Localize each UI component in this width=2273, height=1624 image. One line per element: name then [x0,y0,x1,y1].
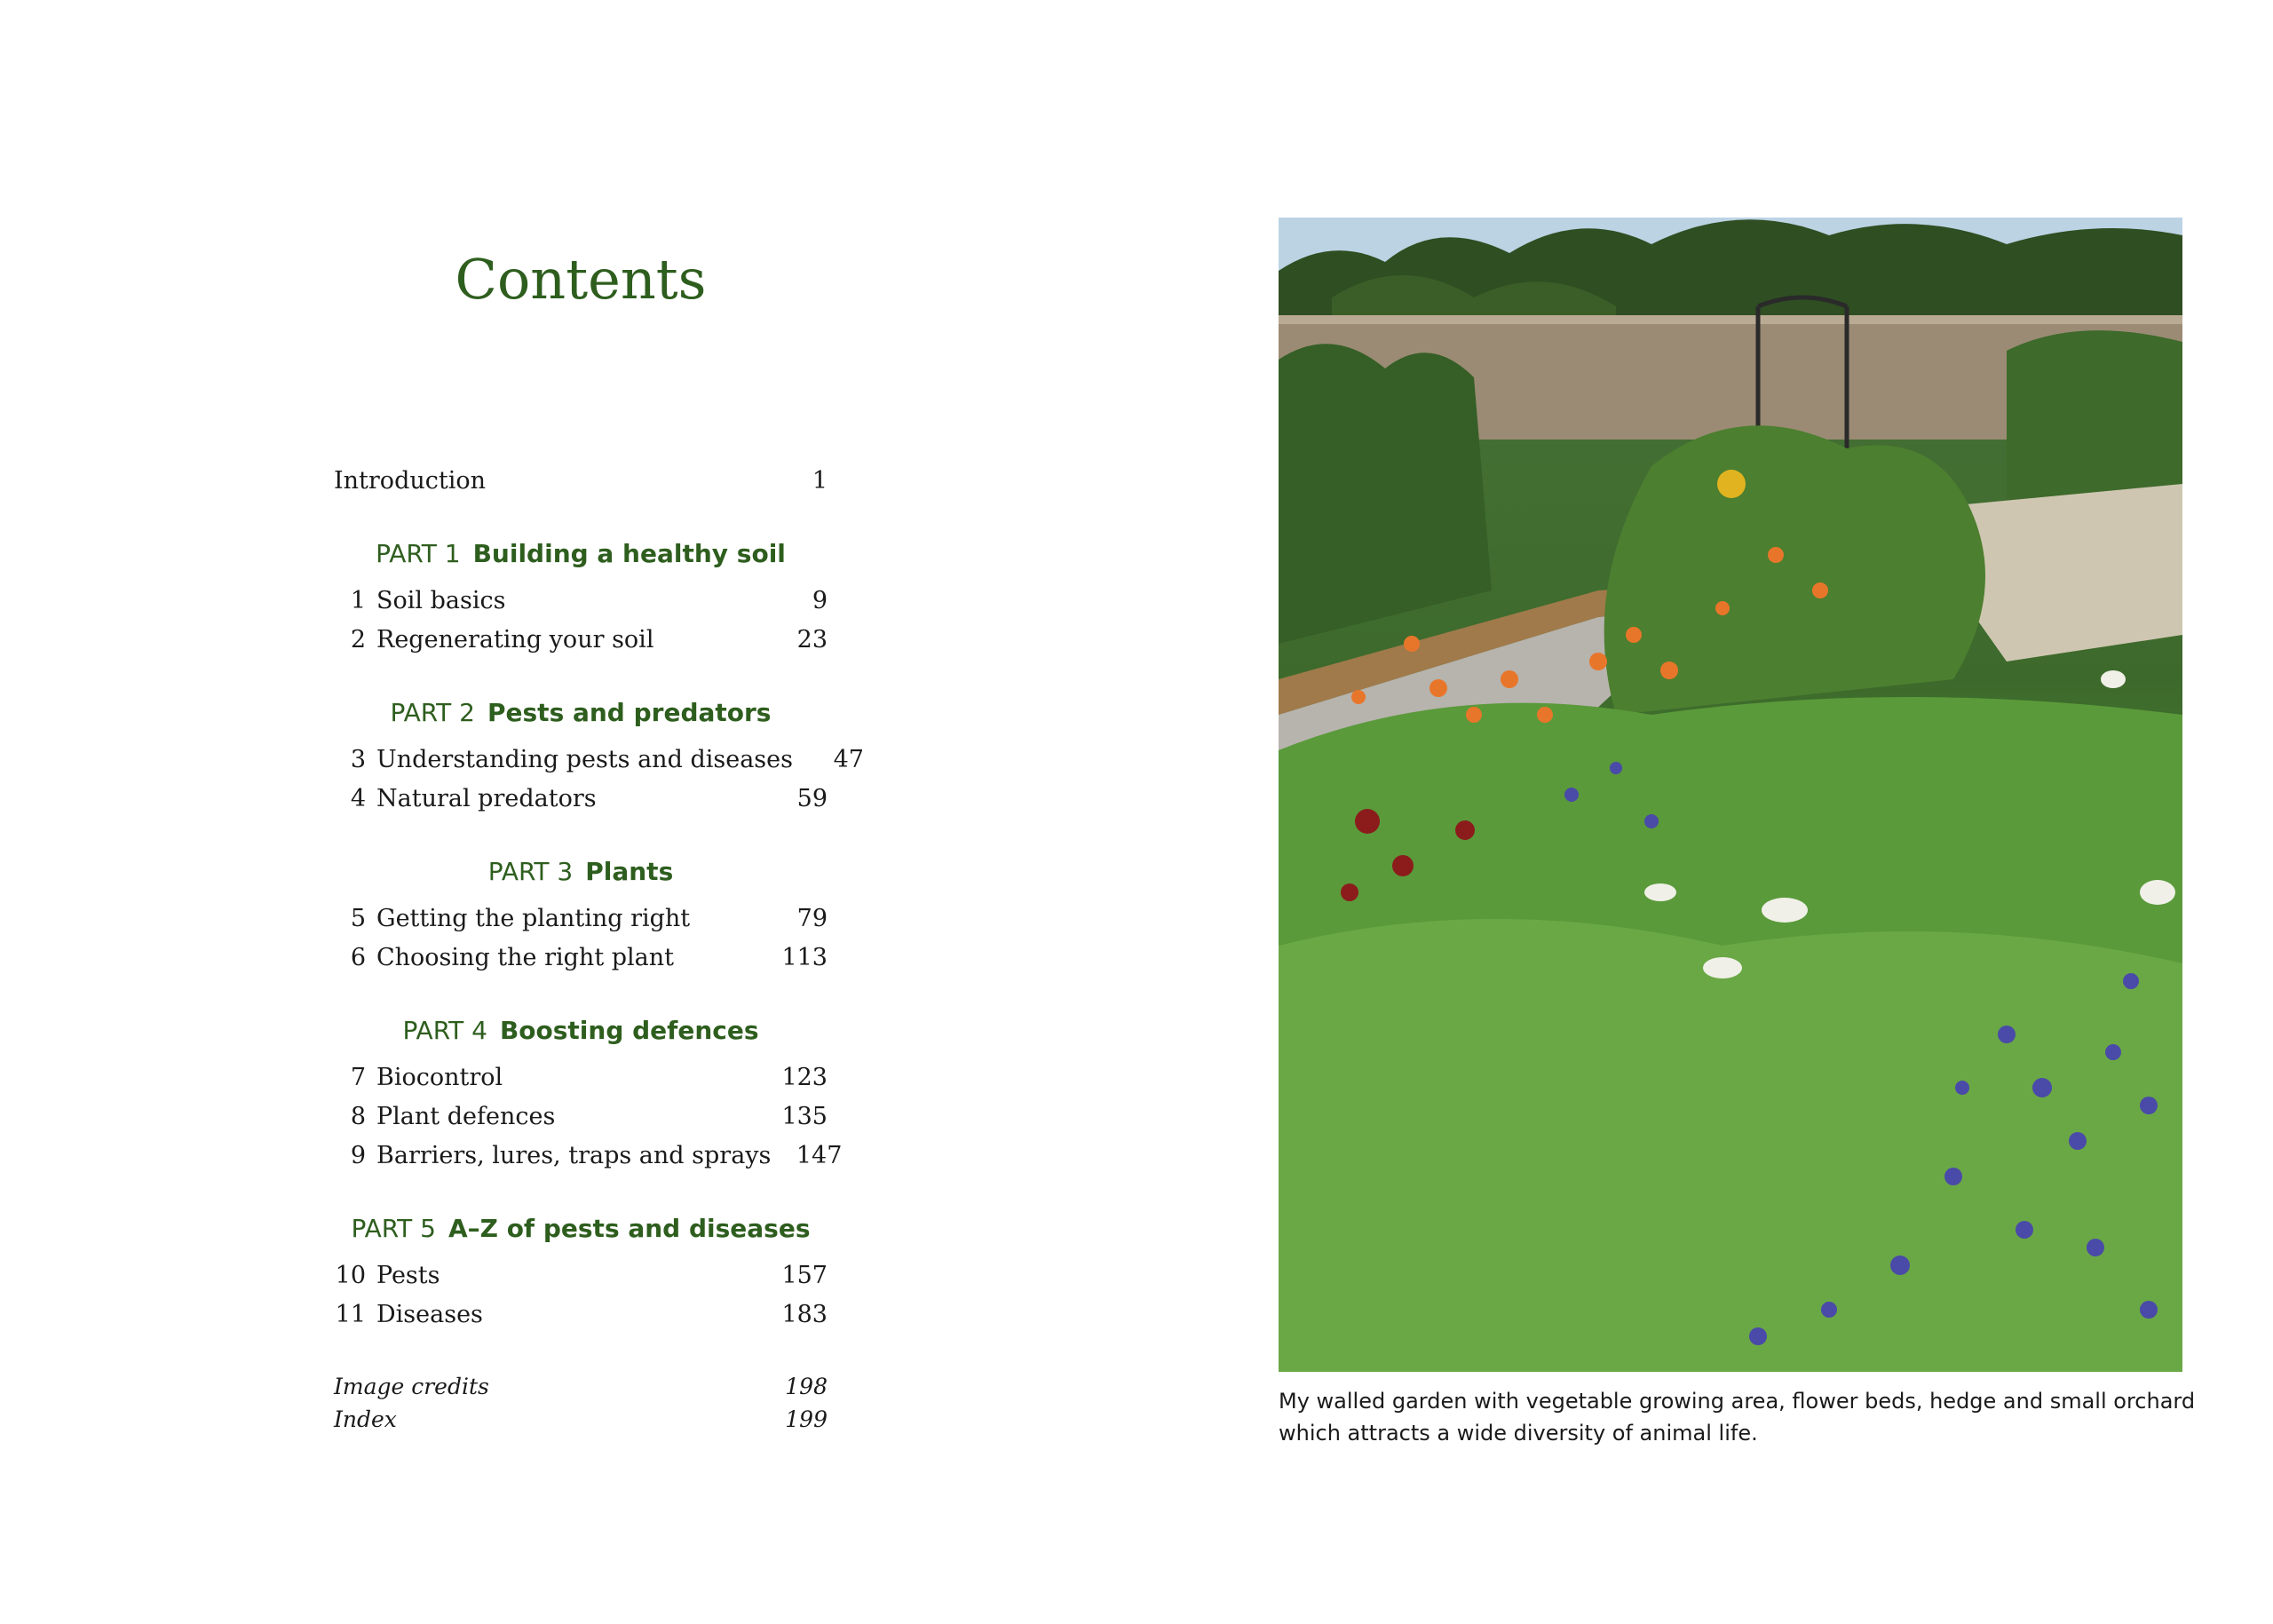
shrub [1279,344,1492,644]
chapter-number: 10 [335,1262,366,1289]
chapter-number: 1 [350,587,366,614]
entry-page: 199 [785,1406,828,1432]
chapter-number: 9 [350,1142,366,1169]
chapter-page: 59 [796,785,828,812]
chapter-page: 135 [781,1103,828,1130]
toc-entry-chapter-5 [334,899,828,939]
part-heading-5 [334,1208,828,1250]
part-heading-1 [334,533,828,575]
chapter-title: Biocontrol [376,1064,503,1091]
part-label: PART 5 [351,1214,436,1243]
toc-entry-index [334,1403,828,1437]
part-title: Boosting defences [499,1016,759,1045]
chapter-page: 113 [781,944,828,971]
sunflower [1717,470,1746,498]
chapter-page: 183 [781,1301,828,1328]
entry-title: Index [334,1406,397,1432]
chapter-number: 5 [350,905,366,932]
part-label: PART 4 [402,1016,487,1045]
part-heading-2 [334,692,828,734]
chapter-page: 147 [796,1142,843,1169]
toc-entry-chapter-8 [334,1097,828,1137]
chapter-title: Pests [376,1262,440,1289]
part-title: A–Z of pests and diseases [447,1214,811,1243]
chapter-page: 47 [833,746,864,773]
chapter-title: Understanding pests and diseases [376,746,793,773]
chapter-number: 2 [350,626,366,654]
toc-entry-chapter-10 [334,1256,828,1295]
chapter-page: 123 [781,1064,828,1091]
toc-entry-chapter-6 [334,939,828,978]
toc-entry-chapter-9 [334,1137,843,1176]
chapter-page: 79 [796,905,828,932]
page-title: Contents [455,247,707,312]
toc-entry-chapter-3 [334,741,864,780]
entry-title: Image credits [334,1374,489,1399]
chapter-page: 9 [812,587,828,614]
chapter-number: 6 [350,944,366,971]
toc-entry-chapter-11 [334,1295,828,1335]
entry-title: Introduction [334,467,486,495]
chapter-title: Soil basics [376,587,506,614]
toc-entry-introduction [334,462,828,501]
toc-entry-image-credits [334,1370,828,1404]
chapter-number: 11 [335,1301,366,1328]
chapter-number: 4 [350,785,366,812]
wall-capping [1279,315,2182,324]
chapter-page: 23 [796,626,828,654]
cosmos-foliage [1279,919,2182,1372]
part-title: Plants [585,857,674,886]
garden-photo [1279,218,2182,1372]
part-title: Pests and predators [487,698,772,727]
part-label: PART 1 [376,539,461,568]
part-heading-4 [334,1010,828,1052]
chapter-title: Regenerating your soil [376,626,654,654]
chapter-page: 157 [781,1262,828,1289]
chapter-number: 3 [350,746,366,773]
toc-entry-chapter-1 [334,582,828,621]
chapter-title: Choosing the right plant [376,944,675,971]
chapter-title: Diseases [376,1301,483,1328]
entry-page: 198 [785,1374,828,1399]
chapter-number: 7 [350,1064,366,1091]
chapter-title: Plant defences [376,1103,556,1130]
chapter-title: Getting the planting right [376,905,691,932]
entry-page: 1 [812,467,828,495]
toc-entry-chapter-4 [334,780,828,819]
photo-caption: My walled garden with vegetable growing area, flower beds, hedge and small orchard which attracts a wide diversity of animal life. [1279,1389,2196,1446]
toc-entry-chapter-2 [334,621,828,660]
chapter-number: 8 [350,1103,366,1130]
chapter-title: Barriers, lures, traps and sprays [376,1142,772,1169]
garden-illustration [1279,218,2182,1372]
part-heading-3 [334,851,828,893]
toc-entry-chapter-7 [334,1058,828,1097]
chapter-title: Natural predators [376,785,597,812]
part-label: PART 3 [487,857,574,886]
part-label: PART 2 [390,698,475,727]
part-title: Building a healthy soil [472,539,786,568]
